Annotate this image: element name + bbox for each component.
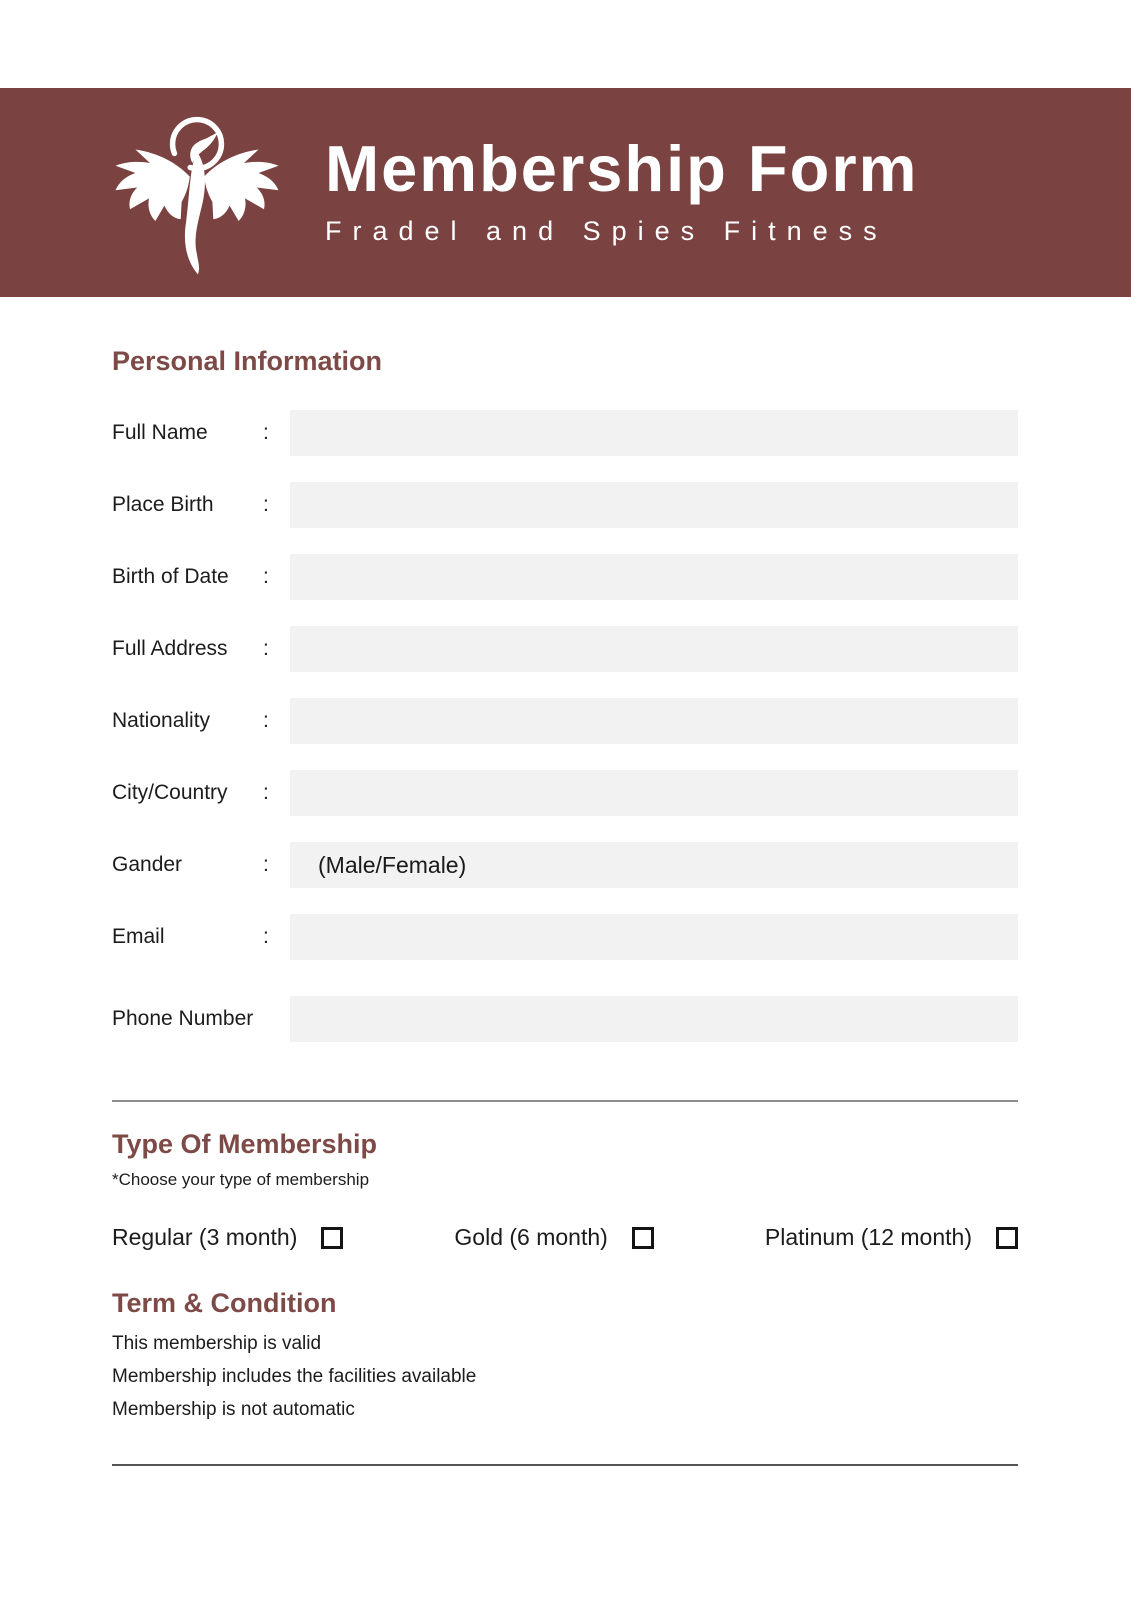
term-line-1: This membership is valid bbox=[112, 1333, 322, 1354]
header bbox=[0, 88, 1131, 297]
gender-field[interactable] bbox=[290, 842, 1018, 888]
city-country-label: City/Country bbox=[112, 781, 228, 804]
form-row-phone-number bbox=[112, 996, 1018, 1042]
term-line-2: Membership includes the facilities available bbox=[112, 1366, 477, 1387]
term-line-3: Membership is not automatic bbox=[112, 1399, 355, 1420]
option-gold bbox=[454, 1224, 653, 1251]
option-platinum bbox=[765, 1224, 1018, 1251]
gold-option-label: Gold (6 month) bbox=[454, 1224, 608, 1250]
option-regular bbox=[112, 1224, 343, 1251]
brand-subtitle: Fradel and Spies Fitness bbox=[325, 216, 888, 246]
full-name-field[interactable] bbox=[290, 410, 1018, 456]
gender-placeholder: (Male/Female) bbox=[318, 851, 467, 878]
full-address-field[interactable] bbox=[290, 626, 1018, 672]
form-title: Membership Form bbox=[325, 132, 919, 205]
phone-number-label: Phone Number bbox=[112, 1007, 254, 1030]
place-birth-field[interactable] bbox=[290, 482, 1018, 528]
email-label: Email bbox=[112, 925, 165, 948]
regular-checkbox[interactable] bbox=[321, 1227, 343, 1249]
membership-options bbox=[112, 1224, 1018, 1251]
nationality-label: Nationality bbox=[112, 709, 211, 732]
colon-separator: : bbox=[263, 565, 269, 588]
form-row-birth-of-date bbox=[112, 554, 1018, 600]
colon-separator: : bbox=[263, 925, 269, 948]
gender-label: Gander bbox=[112, 853, 183, 876]
form-row-full-address bbox=[112, 626, 1018, 672]
city-country-field[interactable] bbox=[290, 770, 1018, 816]
colon-separator: : bbox=[263, 709, 269, 732]
regular-option-label: Regular (3 month) bbox=[112, 1224, 298, 1250]
form-row-email bbox=[112, 914, 1018, 960]
birth-of-date-field[interactable] bbox=[290, 554, 1018, 600]
personal-information-rows bbox=[112, 410, 1018, 1042]
membership-note: *Choose your type of membership bbox=[112, 1170, 370, 1189]
section-divider-bottom bbox=[112, 1464, 1018, 1466]
colon-separator: : bbox=[263, 421, 269, 444]
phoenix-logo-icon bbox=[106, 106, 288, 278]
gold-checkbox[interactable] bbox=[632, 1227, 654, 1249]
email-field[interactable] bbox=[290, 914, 1018, 960]
nationality-field[interactable] bbox=[290, 698, 1018, 744]
form-row-full-name bbox=[112, 410, 1018, 456]
form-row-city-country bbox=[112, 770, 1018, 816]
term-condition-heading: Term & Condition bbox=[112, 1288, 337, 1318]
colon-separator: : bbox=[263, 781, 269, 804]
terms-list bbox=[112, 1327, 1018, 1426]
full-address-label: Full Address bbox=[112, 637, 228, 660]
full-name-label: Full Name bbox=[112, 421, 208, 444]
type-of-membership-heading: Type Of Membership bbox=[112, 1129, 378, 1159]
birth-of-date-label: Birth of Date bbox=[112, 565, 229, 588]
platinum-checkbox[interactable] bbox=[996, 1227, 1018, 1249]
colon-separator: : bbox=[263, 493, 269, 516]
section-divider-top bbox=[112, 1100, 1018, 1102]
form-row-gender bbox=[112, 842, 1018, 888]
phone-number-field[interactable] bbox=[290, 996, 1018, 1042]
platinum-option-label: Platinum (12 month) bbox=[764, 1224, 972, 1250]
personal-information-heading: Personal Information bbox=[112, 346, 383, 376]
form-body bbox=[112, 297, 1018, 1466]
form-row-place-birth bbox=[112, 482, 1018, 528]
colon-separator: : bbox=[263, 637, 269, 660]
colon-separator: : bbox=[263, 853, 269, 876]
form-row-nationality bbox=[112, 698, 1018, 744]
place-birth-label: Place Birth bbox=[112, 493, 214, 516]
